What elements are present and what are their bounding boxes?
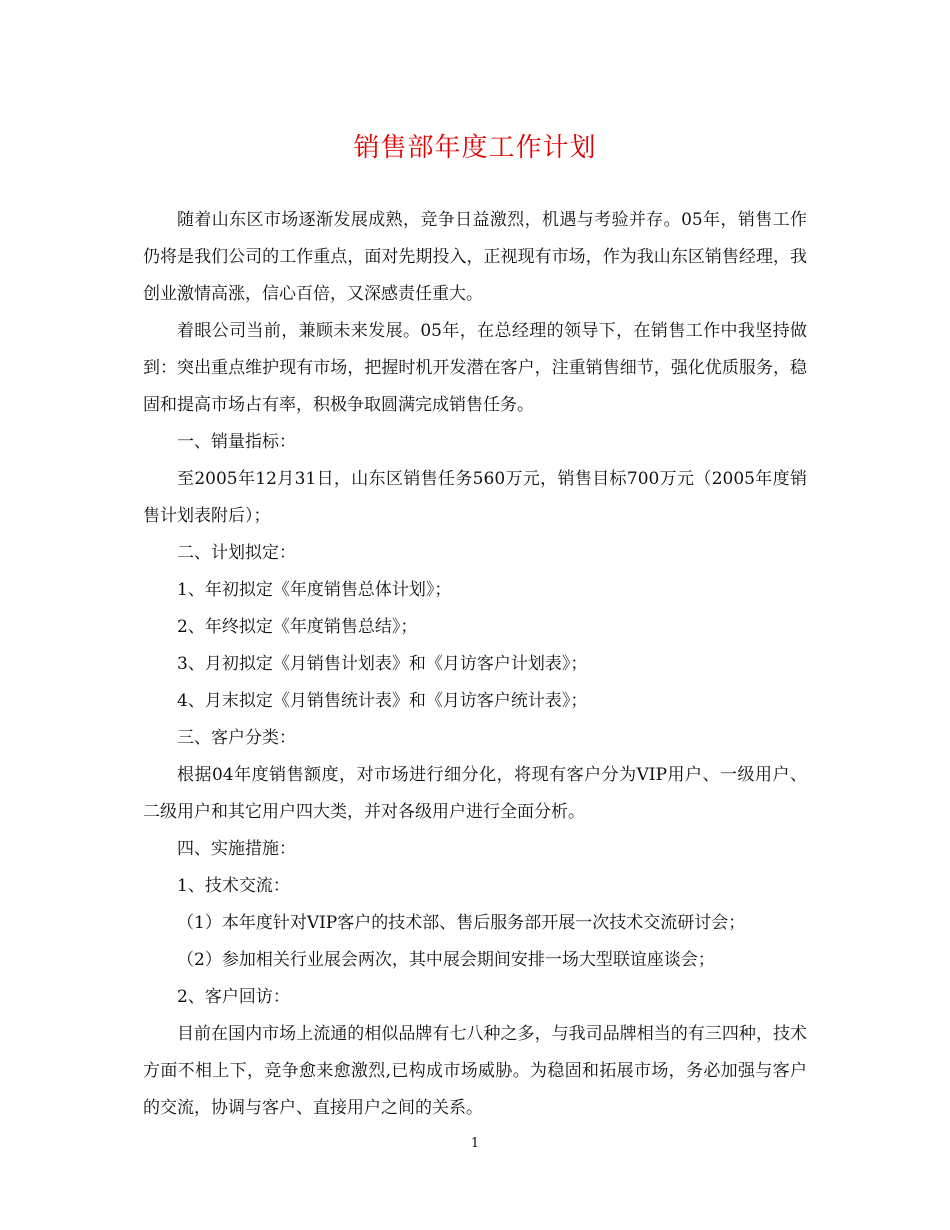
measure-subitem-2: （2）参加相关行业展会两次，其中展会期间安排一场大型联谊座谈会； — [177, 950, 715, 970]
plan-item-1: 1、年初拟定《年度销售总体计划》； — [177, 580, 452, 600]
plan-item-2: 2、年终拟定《年度销售总结》； — [177, 617, 418, 637]
paragraph-sales-target: 至2005年12月31日，山东区销售任务560万元，销售目标700万元（2005年度销售计划表附后）； — [143, 469, 807, 526]
section-heading-measures: 四、实施措施： — [177, 839, 296, 859]
section-heading-plan-drafting: 二、计划拟定： — [177, 543, 296, 563]
plan-item-3: 3、月初拟定《月销售计划表》和《月访客户计划表》； — [177, 654, 588, 674]
paragraph-intro: 随着山东区市场逐渐发展成熟，竞争日益激烈，机遇与考验并存。05年，销售工作仍将是我们公司的工作重点，面对先期投入，正视现有市场，作为我山东区销售经理，我创业激情高涨，信心百倍，又深感责任重大。 — [143, 210, 807, 304]
plan-item-4: 4、月末拟定《月销售统计表》和《月访客户统计表》； — [177, 691, 588, 711]
paragraph-customer-classification: 根据04年度销售额度，对市场进行细分化，将现有客户分为VIP用户、一级用户、二级用户和其它用户四大类，并对各级用户进行全面分析。 — [143, 765, 807, 822]
measure-subitem-1: （1）本年度针对VIP客户的技术部、售后服务部开展一次技术交流研讨会； — [177, 913, 746, 933]
paragraph-market-context: 目前在国内市场上流通的相似品牌有七八种之多，与我司品牌相当的有三四种，技术方面不相上下，竞争愈来愈激烈,已构成市场威胁。为稳固和拓展市场，务必加强与客户的交流，协调与客户、直接用户之间的关系。 — [143, 1024, 807, 1118]
measure-item-technical-exchange: 1、技术交流： — [177, 876, 290, 896]
section-heading-customer-classification: 三、客户分类： — [177, 728, 296, 748]
paragraph-goals: 着眼公司当前，兼顾未来发展。05年，在总经理的领导下，在销售工作中我坚持做到：突出重点维护现有市场，把握时机开发潜在客户，注重销售细节，强化优质服务，稳固和提高市场占有率，积极争取圆满完成销售任务。 — [143, 321, 807, 415]
page-number: 1 — [470, 1136, 480, 1151]
measure-item-customer-visits: 2、客户回访： — [177, 987, 290, 1007]
document-title: 销售部年度工作计划 — [353, 133, 597, 163]
document-body — [143, 202, 807, 1127]
section-heading-sales-target: 一、销量指标： — [177, 432, 296, 452]
